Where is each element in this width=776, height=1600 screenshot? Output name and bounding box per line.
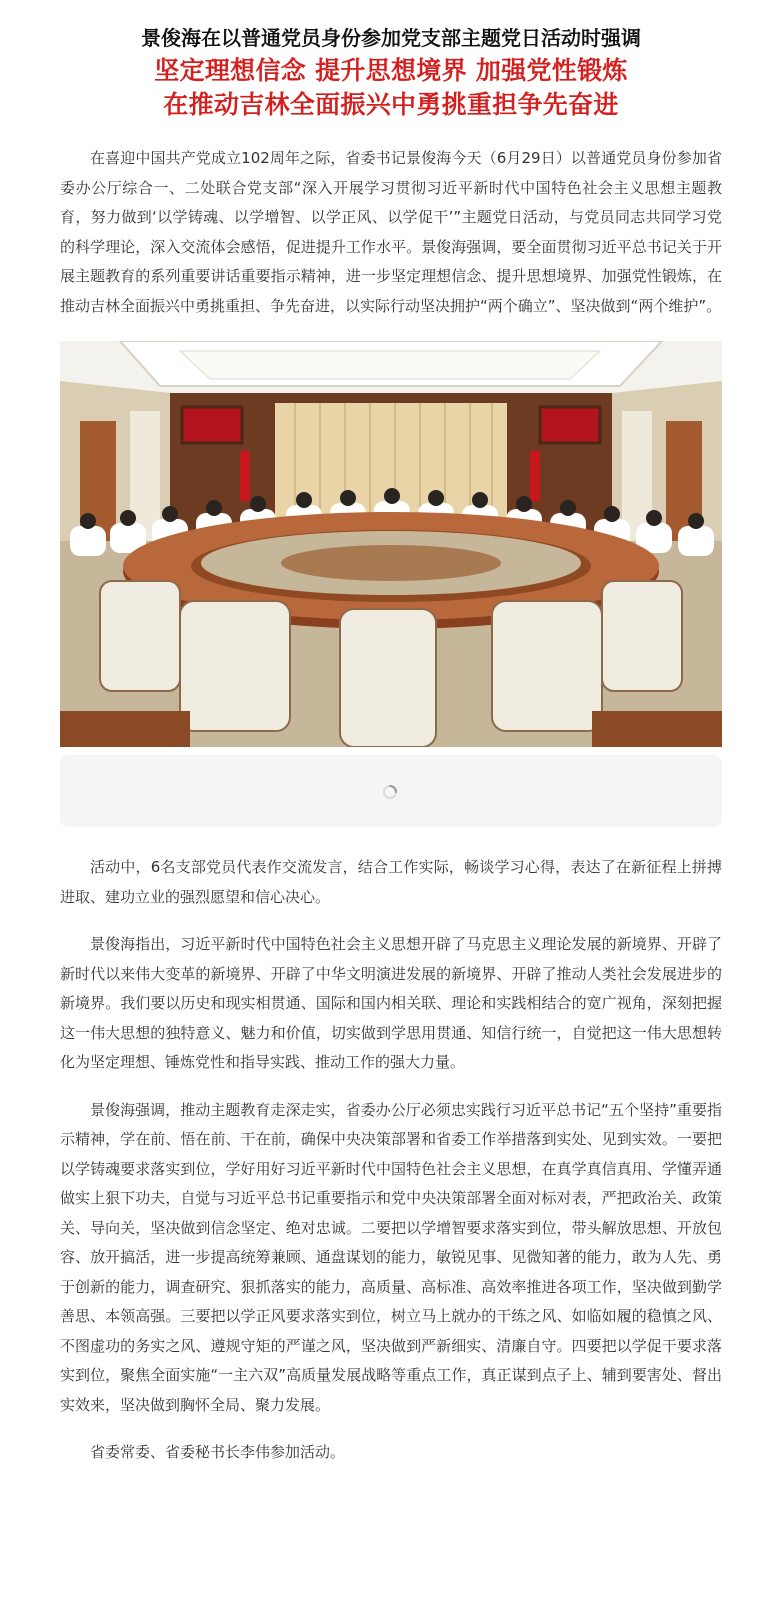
- meeting-photo: [60, 341, 722, 747]
- paragraph-attendees: 省委常委、省委秘书长李伟参加活动。: [90, 1443, 346, 1461]
- article: [60, 22, 722, 1468]
- paragraph-activity: 活动中，6名支部党员代表作交流发言，结合工作实际，畅谈学习心得，表达了在新征程上拼搏进取、建功立业的强烈愿望和信心决心。: [60, 858, 722, 906]
- paragraph-emphasizes: 景俊海强调，推动主题教育走深走实，省委办公厅必须忠实践行习近平总书记“五个坚持”重要指示精神，学在前、悟在前、干在前，确保中央决策部署和省委工作举措落到实处、见到实效。一要把以学铸魂要求落实到位，学好用好习近平新时代中国特色社会主义思想，在真学真信真用、学懂弄通做实上狠下功夫，自觉与习近平总书记重要指示和党中央决策部署全面对标对表，严把政治关、政策关、导向关，坚决做到信念坚定、绝对忠诚。二要把以学增智要求落实到位，带头解放思想、开放包容、放开搞活，进一步提高统筹兼顾、通盘谋划的能力，敏锐见事、见微知著的能力，敢为人先、勇于创新的能力，调查研究、狠抓落实的能力，高质量、高标准、高效率推进各项工作，坚决做到勤学善思、本领高强。三要把以学正风要求落实到位，树立马上就办的干练之风、如临如履的稳慎之风、不图虚功的务实之风、遵规守矩的严谨之风，坚决做到严新细实、清廉自守。四要把以学促干要求落实到位，聚焦全面实施“一主六双”高质量发展战略等重点工作，真正谋到点子上、辅到要害处、督出实效来，坚决做到胸怀全局、聚力发展。: [60, 1100, 722, 1414]
- headline-line-2: 在推动吉林全面振兴中勇挑重担争先奋进: [163, 90, 619, 119]
- article-headline: [60, 54, 722, 122]
- article-kicker: 景俊海在以普通党员身份参加党支部主题党日活动时强调: [141, 26, 641, 50]
- loading-spinner-icon: [382, 784, 398, 800]
- paragraph-intro: 在喜迎中国共产党成立102周年之际，省委书记景俊海今天（6月29日）以普通党员身份参加省委办公厅综合一、二处联合党支部“深入开展学习贯彻习近平新时代中国特色社会主义思想主题教育，努力做到‘以学铸魂、以学增智、以学正风、以学促干’”主题党日活动，与党员同志共同学习党的科学理论，深入交流体会感悟，促进提升工作水平。景俊海强调，要全面贯彻习近平总书记关于开展主题教育的系列重要讲话重要指示精神，进一步坚定理想信念、提升思想境界、加强党性锻炼，在推动吉林全面振兴中勇挑重担、争先奋进，以实际行动坚决拥护“两个确立”、坚决做到“两个维护”。: [60, 149, 722, 315]
- paragraph-points-out: 景俊海指出，习近平新时代中国特色社会主义思想开辟了马克思主义理论发展的新境界、开辟了新时代以来伟大变革的新境界、开辟了中华文明演进发展的新境界、开辟了推动人类社会发展进步的新境界。我们要以历史和现实相贯通、国际和国内相关联、理论和实践相结合的宽广视角，深刻把握这一伟大思想的独特意义、魅力和价值，切实做到学思用贯通、知信行统一，自觉把这一伟大思想转化为坚定理想、锤炼党性和指导实践、推动工作的强大力量。: [60, 935, 722, 1071]
- headline-line-1: 坚定理想信念 提升思想境界 加强党性锻炼: [154, 56, 628, 85]
- image-loading-placeholder: [60, 755, 722, 827]
